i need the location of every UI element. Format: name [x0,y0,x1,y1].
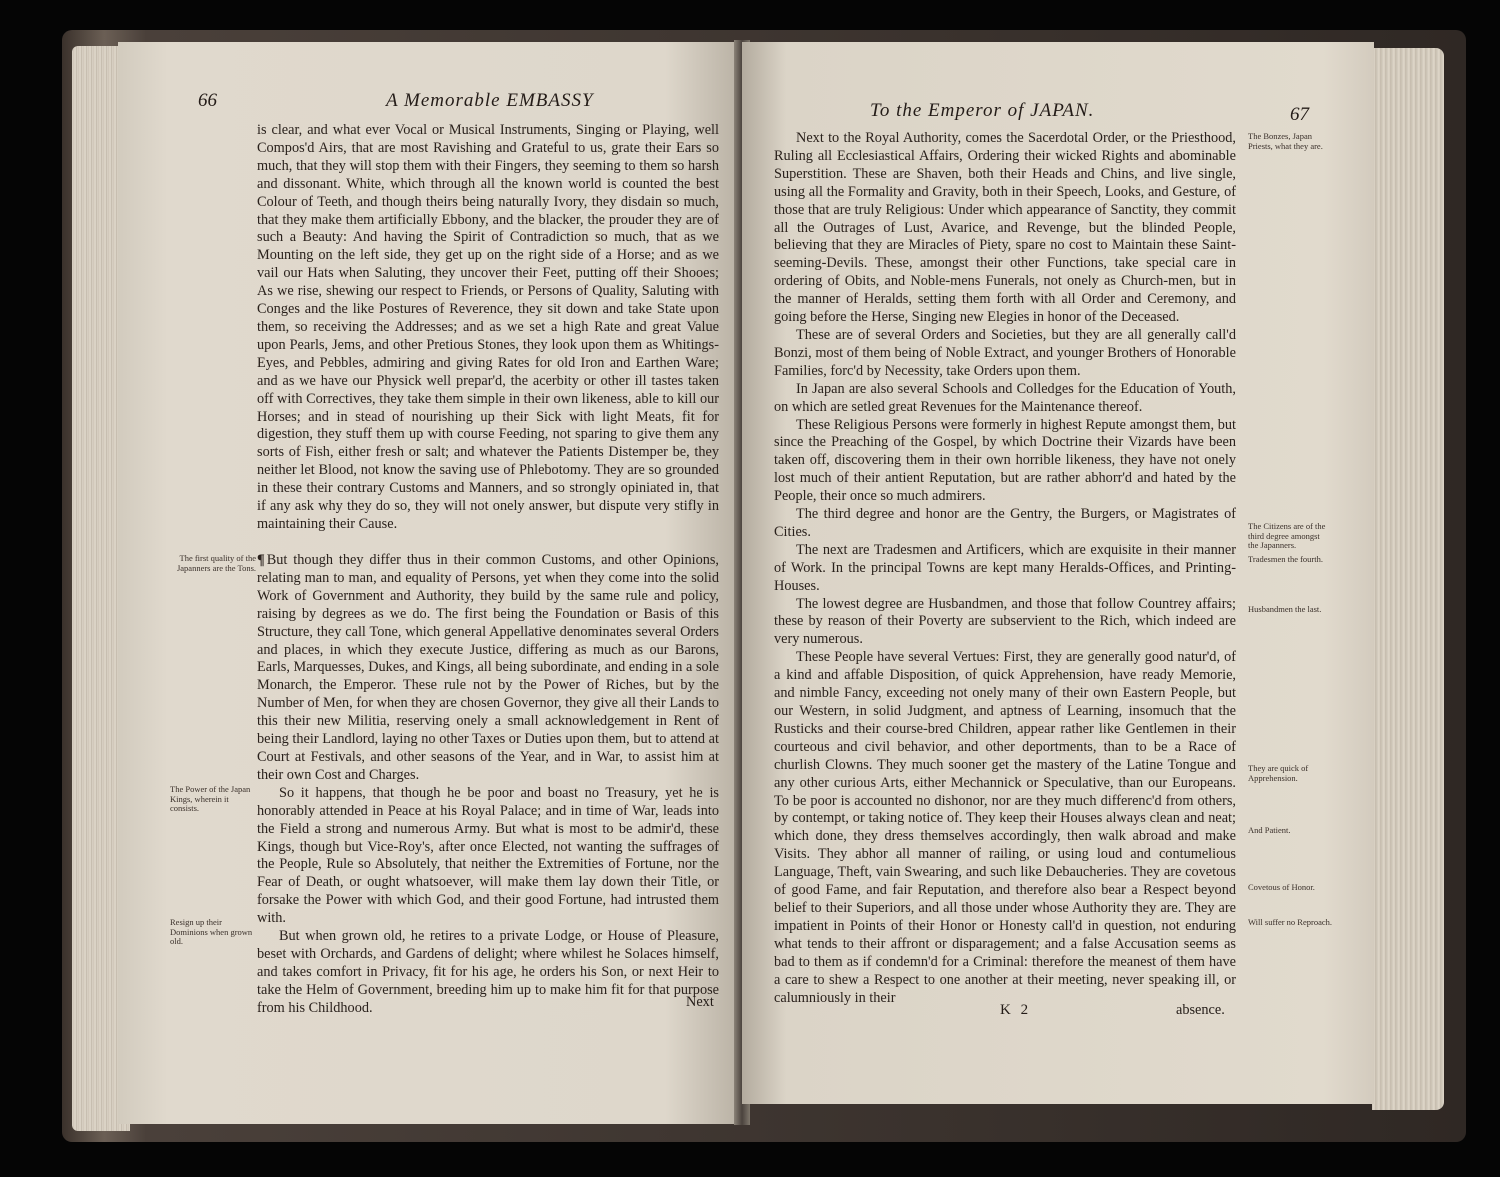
right-catchword: absence. [1176,1002,1225,1018]
left-paragraph-2-text: But though they differ thus in their common Customs, and other Opinions, relating man to man, and equality of Persons, yet when they come into the solid Work of Government and Authority, they build by the same rule and policy, raising by degrees as we do. The first being the Foundation or Basis of this Structure, they call Tone, which general Appellative denominates several Orders and places, in which they execute Justice, differing as much as our Barons, Earls, Marquesses, Dukes, and Kings, all being subordinate, and ending in a sole Monarch, the Emperor. These rule not by the Power of Riches, but by the Number of Men, for when they are chosen Governor, they give all their Lands to this their new Militia, reserving onely a small acknowledgement in Rent of being their Landlord, laying no other Taxes or Duties upon them, but to attend at Court at Festivals, and other seasons of the Year, and in War, to assist him at their own Cost and Charges. [257,552,719,783]
right-margin-note-6: And Patient. [1248,825,1291,835]
right-paragraph-2: These are of several Orders and Societies, but they are all generally call'd Bonzi, most of them being of Noble Extract, and younger Brothers of Honorable Families, forc'd by Necessity, take Orders upon them. [774,326,1236,379]
left-paragraph-2 [257,552,719,785]
signature-mark: K 2 [1000,1002,1032,1018]
right-margin-note-1: The Bonzes, Japan Priests, what they are. [1248,131,1323,151]
left-text-block-2 [257,552,719,1018]
right-paragraph-4: These Religious Persons were formerly in highest Repute amongst them, but since the Preaching of the Gospel, by which Doctrine their Vizards have been taken off, discovering them in their own horrible likeness, they have not onely lost much of their antient Reputation, but are rather abhorr'd and hated by the People, their once so much admirers. [774,416,1236,505]
right-running-head: To the Emperor of JAPAN. [870,100,1095,121]
left-margin-note-3: Resign up their Dominions when grown old. [170,917,253,946]
right-paragraph-6: The next are Tradesmen and Artificers, which are exquisite in their manner of Work. In the principal Towns are kept many Heralds-Offices, and Printing-Houses. [774,541,1236,594]
right-page-number: 67 [1290,104,1309,125]
left-paragraph-3: So it happens, that though he be poor and boast no Treasury, yet he is honorably attended in Peace at his Royal Palace; and in time of War, leads into the Field a strong and numerous Army. But what is most to be admir'd, these Kings, though but Vice-Roy's, after once Elected, not wanting the suffrages of the People, Rule so Absolutely, that neither the Extremities of Fortune, nor the Fear of Death, or ought whatsoever, will make them lay down their Title, or forsake the Power with which God, and their good Fortune, had intrusted them with. [257,784,719,927]
right-page [742,42,1374,1104]
right-margin-note-4: Husbandmen the last. [1248,604,1322,614]
right-margin-note-3: Tradesmen the fourth. [1248,554,1323,564]
left-margin-note-2: The Power of the Japan Kings, wherein it consists. [170,784,251,813]
right-paragraph-5: The third degree and honor are the Gentry, the Burgers, or Magistrates of Cities. [774,506,1236,540]
left-text-block-1 [257,122,719,534]
right-paragraph-1: Next to the Royal Authority, comes the Sacerdotal Order, or the Priesthood, Ruling all Ecclesiastical Affairs, Ordering their wicked Rights and abominable Superstition. These are Shaven, both their Heads and Chins, and live single, using all the Formality and Gravity, both in their Speech, Looks, and Gesture, of those that are truly Religious: Under which appearance of Sanctity, they commit all the Outrages of Lust, Avarice, and Revenge, but the blinded People, believing that they are Miracles of Piety, spare no cost to Maintain these Saint-seeming-Devils. These, amongst their other Functions, take special care in ordering of Obits, and Noble-mens Funerals, not onely as Church-men, but in the manner of Heralds, setting them forth with all Order and Ceremony, and going before the Herse, Singing new Elegies in honor of the Deceased. [774,130,1236,326]
pilcrow-mark: ¶ [257,552,265,568]
right-margin-note-2: The Citizens are of the third degree amongst the Japanners. [1248,521,1326,550]
left-paragraph-1: is clear, and what ever Vocal or Musical Instruments, Singing or Playing, well Compos'd Airs, that are most Ravishing and Grateful to us, grate their Ears so much, that they will stop them with their Fingers, they seeming to them so harsh and dissonant. White, which through all the known world is counted the best Colour of Teeth, and though theirs being naturally Ivory, they disdain so much, that they make them artificially Ebbony, and the blacker, the prouder they are of such a Beauty: And having the Spirit of Contradiction so much, that as we Mounting on the left side, they get up on the right side of a Horse; and as we vail our Hats when Saluting, they uncover their Feet, putting off their Shooes; As we rise, shewing our respect to Friends, or Persons of Quality, Saluting with Conges and the like Postures of Reverence, they sit down and take State upon them, so receiving the Addresses; and as we set a high Rate and great Value upon Pearls, Jems, and other Pretious Stones, they look upon them as Whitings-Eyes, and Pebbles, admiring and giving Rates for old Iron and Earthen Ware; and as we have our Physick well prepar'd, the acerbity or other ill tastes taken off with Correctives, they take them simple in their own likeness, able to kill our Horses; and in stead of nourishing up their Sick with light Meats, fit for digestion, they stuff them up with course Feeding, not sparing to give them any sorts of Fish, either fresh or salt; and whatever the Patients Distemper be, they neither let Blood, not know the saving use of Phlebotomy. They are so grounded in these their contrary Customs and Manners, and so strongly opiniated in, that if any ask why they do so, they will not onely answer, but dispute very stifly in maintaining their Cause. [257,122,719,532]
left-margin-note-1: The first quality of the Japanners are the Tons. [176,553,256,573]
right-text-block [774,130,1236,1007]
right-paragraph-8: These People have several Vertues: First, they are generally good natur'd, of a kind and affable Disposition, of quick Apprehension, have ready Memorie, and nimble Fancy, exceeding not onely many of their own Eastern People, but our Western, in solid Judgment, and aptness of Learning, insomuch that the Rusticks and their course-bred Children, appear rather like Gentlemen in their courteous and civil behavior, and other deportments, than to be a Race of churlish Clowns. They much sooner get the mastery of the Latine Tongue and any other curious Arts, either Mechannick or Speculative, than our Europeans. To be poor is accounted no dishonor, nor are they much differenc'd from others, by contempt, or taking notice of. They keep their Houses always clean and neat; which done, they dress themselves accordingly, then walk abroad and make Visits. They abhor all manner of railing, or using loud and contumelious Language, Theft, vain Swearing, and such like Debaucheries. They are covetous of good Fame, and fair Reputation, and therefore also bear a Respect beyond belief to their Superiors, and all those under whose Authority they are. They are impatient in Points of their Honor or Honesty call'd in question, not enduring what tends to their affront or disparagement; and a false Accusation seems as bad to them as if condemn'd for a Criminal: therefore the meanest of them have a care to shew a Respect to one another at their meeting, never speaking ill, or calumniously in their [774,649,1236,1006]
right-margin-note-7: Covetous of Honor. [1248,882,1315,892]
right-margin-note-8: Will suffer no Reproach. [1248,917,1333,927]
right-paragraph-3: In Japan are also several Schools and Colledges for the Education of Youth, on which are setled great Revenues for the Maintenance thereof. [774,380,1236,415]
right-page-edges [1372,48,1444,1110]
left-catchword: Next [686,994,714,1010]
left-running-head: A Memorable EMBASSY [386,90,594,111]
left-paragraph-4: But when grown old, he retires to a private Lodge, or House of Pleasure, beset with Orchards, and Gardens of delight; where whilest he Solaces himself, and takes comfort in Privacy, fit for his age, he orders his Son, or next Heir to take the Helm of Government, breeding him up to make him fit for that purpose from his Childhood. [257,928,719,1016]
left-page-number: 66 [198,90,217,111]
left-page [118,42,740,1124]
right-paragraph-7: The lowest degree are Husbandmen, and those that follow Countrey affairs; these by reason of their Poverty are subservient to the Rich, which indeed are very numerous. [774,595,1236,648]
right-margin-note-5: They are quick of Apprehension. [1248,763,1309,783]
